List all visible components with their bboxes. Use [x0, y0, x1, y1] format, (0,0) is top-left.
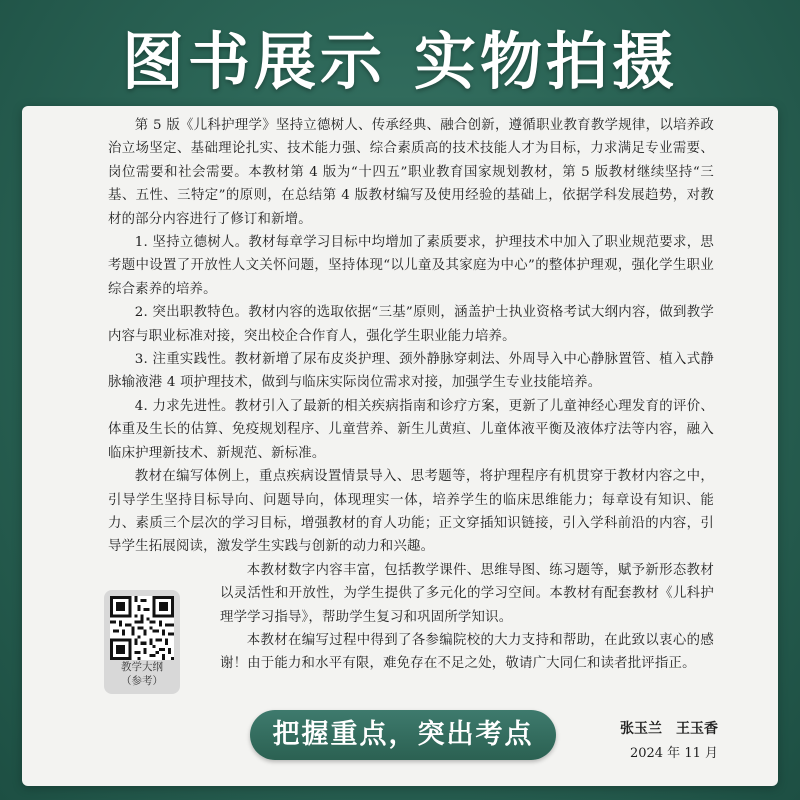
banner-title [0, 12, 800, 101]
qr-caption [104, 660, 180, 688]
book-page [22, 106, 778, 786]
preface-style: 教材在编写体例上，重点疾病设置情景导入、思考题等，将护理程序有机贯穿于教材内容之中，引导学生坚持目标导向、问题导向，体现理实一体，培养学生的临床思维能力；每章设有知识、能力、素质三个层次的学习目标，增强教材的育人功能；正文穿插知识链接，引入学科前沿的内容，引导学生拓展阅读，激发学生实践与创新的动力和兴趣。 [108, 469, 714, 555]
preface-point-1: 1. 坚持立德树人。教材每章学习目标中均增加了素质要求，护理技术中加入了职业规范要求，思考题中设置了开放性人文关怀问题，坚持体现“以儿童及其家庭为中心”的整体护理观，强化学生职业综合素养的培养。 [108, 235, 714, 297]
preface-point-2: 2. 突出职教特色。教材内容的选取依据“三基”原则，涵盖护士执业资格考试大纲内容，做到教学内容与职业标准对接，突出校企合作育人，强化学生职业能力培养。 [108, 305, 714, 344]
qr-code-icon [110, 596, 174, 660]
preface-text [108, 114, 714, 676]
preface-point-4: 4. 力求先进性。教材引入了最新的相关疾病指南和诊疗方案，更新了儿童神经心理发育的评价、体重及生长的估算、免疫规划程序、儿童营养、新生儿黄疸、儿童体液平衡及液体疗法等内容，融入临床护理新技术、新规范、新标准。 [108, 398, 714, 461]
qr-card[interactable] [104, 590, 180, 694]
slogan-banner: 把握重点，突出考点 [250, 710, 556, 760]
signature-date: 2024 年 11 月 [629, 746, 718, 761]
qr-caption-line1: 教学大纲 [121, 661, 163, 673]
author-names: 张玉兰 王玉香 [620, 721, 718, 737]
preface-intro: 第 5 版《儿科护理学》坚持立德树人、传承经典、融合创新，遵循职业教育教学规律，以培养政治立场坚定、基础理论扎实、技术能力强、综合素质高的技术技能人才为目标，力求满足专业需要、岗位需要和社会需要。本教材第 4 版为“十四五”职业教育国家规划教材，第 5 版教材继续坚持“三基、五性、三特定”的原则，在总结第 4 版教材编写及使用经验的基础上，依据学科发展趋势，对教材的部分内容进行了修订和新增。 [108, 118, 714, 227]
preface-digital: 本教材数字内容丰富，包括教学课件、思维导图、练习题等，赋予新形态教材以灵活性和开放性，为学生提供了多元化的学习空间。本教材有配套教材《儿科护理学学习指导》，帮助学生复习和巩固所学知识。 [220, 562, 714, 625]
preface-thanks: 本教材在编写过程中得到了各参编院校的大力支持和帮助，在此致以衷心的感谢！由于能力和水平有限，难免存在不足之处，敬请广大同仁和读者批评指正。 [220, 632, 714, 672]
banner-title-right: 实物拍摄 [414, 25, 679, 98]
qr-caption-line2: （参考） [121, 675, 163, 687]
preface-point-3: 3. 注重实践性。教材新增了尿布皮炎护理、颈外静脉穿刺法、外周导入中心静脉置管、植入式静脉输液港 4 项护理技术，做到与临床实际岗位需求对接，加强学生专业技能培养。 [108, 352, 714, 391]
banner-title-left: 图书展示 [121, 25, 386, 98]
